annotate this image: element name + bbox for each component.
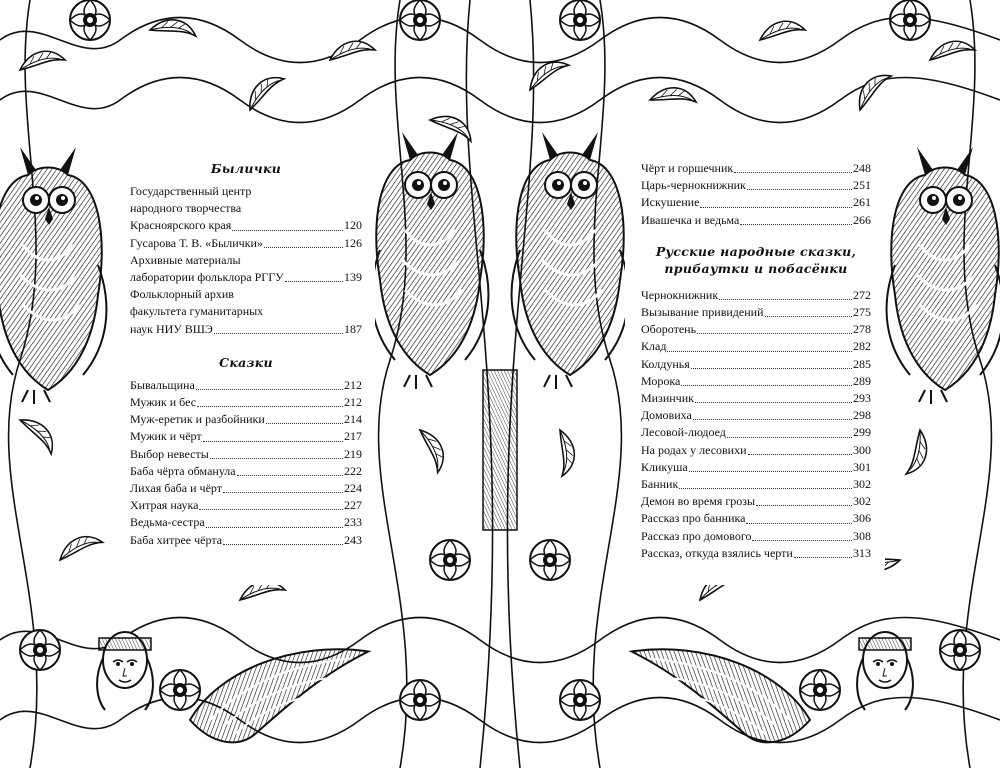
page-number: 126: [344, 235, 362, 250]
dot-leader: [199, 509, 343, 510]
dot-leader: [237, 475, 343, 476]
dot-leader: [691, 368, 852, 369]
toc-entry-title: Бывальщина: [130, 377, 195, 392]
dot-leader: [748, 454, 852, 455]
toc-entry[interactable]: [641, 545, 871, 562]
toc-entry[interactable]: [130, 411, 362, 428]
toc-entry-title: Искушение: [641, 195, 700, 210]
toc-entry[interactable]: [641, 442, 871, 459]
toc-entry-title-line: наук НИУ ВШЭ: [130, 321, 213, 336]
dot-leader: [196, 389, 343, 390]
dot-leader: [681, 385, 852, 386]
dot-leader: [700, 207, 852, 208]
page-number: 289: [853, 373, 871, 388]
toc-entry-title: Царь-чернокнижник: [641, 178, 746, 193]
dot-leader: [765, 316, 852, 317]
dot-leader: [264, 247, 343, 248]
toc-entry-title: Чернокнижник: [641, 287, 719, 302]
page-number: 302: [853, 477, 871, 492]
page-number: 219: [344, 446, 362, 461]
page-number: 278: [853, 322, 871, 337]
page-number: 212: [344, 377, 362, 392]
page-number: 187: [344, 321, 362, 336]
dot-leader: [197, 406, 343, 407]
dot-leader: [232, 230, 343, 231]
toc-entry-title: Оборотень: [641, 322, 697, 337]
toc-entry[interactable]: [130, 532, 362, 549]
page-number: 261: [853, 195, 871, 210]
toc-entry-title: Мужик и чёрт: [130, 429, 202, 444]
section-heading-line: Русские народные сказки,: [655, 243, 857, 259]
page-number: 308: [853, 528, 871, 543]
toc-entry[interactable]: [641, 476, 871, 493]
toc-entry[interactable]: [130, 286, 362, 338]
toc-entry-title-line: Государственный центр: [130, 184, 252, 198]
toc-entry-title-line: Фольклорный архив: [130, 287, 234, 302]
toc-entry[interactable]: [130, 377, 362, 394]
section-heading-line: прибаутки и побасёнки: [664, 260, 848, 276]
toc-entry-title: Рассказ про банника: [641, 511, 746, 526]
toc-entry[interactable]: [641, 321, 871, 338]
toc-entry[interactable]: [130, 183, 362, 235]
dot-leader: [210, 458, 343, 459]
dot-leader: [223, 492, 343, 493]
page-number: 224: [344, 481, 362, 496]
toc-list: [130, 377, 362, 549]
page-number: 212: [344, 395, 362, 410]
page-number: 243: [344, 532, 362, 547]
toc-entry-title-line: народного творчества: [130, 201, 242, 216]
page-number: 282: [853, 339, 871, 354]
dot-leader: [697, 333, 852, 334]
toc-entry[interactable]: [641, 194, 871, 211]
dot-leader: [203, 441, 343, 442]
toc-entry-title: Рассказ про домового: [641, 528, 752, 543]
toc-entry[interactable]: [130, 252, 362, 286]
toc-entry[interactable]: [641, 390, 871, 407]
toc-entry[interactable]: [641, 287, 871, 304]
toc-entry[interactable]: [641, 177, 871, 194]
toc-entry-title: Морока: [641, 373, 681, 388]
toc-entry[interactable]: [130, 480, 362, 497]
page-number: 301: [853, 459, 871, 474]
toc-entry-title: Вызывание привидений: [641, 305, 764, 320]
dot-leader: [756, 505, 852, 506]
right-page-toc: [641, 160, 871, 562]
toc-entry-title: Домовиха: [641, 408, 692, 423]
dot-leader: [214, 333, 343, 334]
toc-entry-title: Лесовой-людоед: [641, 425, 726, 440]
dot-leader: [746, 523, 852, 524]
toc-entry[interactable]: [130, 446, 362, 463]
toc-entry-title: Мужик и бес: [130, 395, 197, 410]
toc-entry[interactable]: [641, 424, 871, 441]
toc-entry-title-line: факультета гуманитарных: [130, 304, 264, 319]
toc-entry[interactable]: [641, 459, 871, 476]
dot-leader: [266, 423, 343, 424]
toc-entry[interactable]: [130, 235, 362, 252]
page-number: 298: [853, 408, 871, 423]
toc-entry[interactable]: [641, 528, 871, 545]
toc-entry-title: На родах у лесовихи: [641, 442, 747, 457]
toc-entry[interactable]: [130, 428, 362, 445]
toc-entry[interactable]: [641, 160, 871, 177]
page-number: 275: [853, 305, 871, 320]
page-number: 217: [344, 429, 362, 444]
page-number: 214: [344, 412, 362, 427]
dot-leader: [679, 488, 852, 489]
toc-entry-title: Кликуша: [641, 459, 688, 474]
left-page-toc: [130, 160, 362, 549]
toc-entry-title: Выбор невесты: [130, 446, 209, 461]
toc-entry[interactable]: [641, 356, 871, 373]
page-number: 222: [344, 463, 362, 478]
section-heading-bylichki: Былички: [210, 161, 282, 176]
dot-leader: [734, 172, 852, 173]
dot-leader: [740, 224, 852, 225]
dot-leader: [223, 544, 343, 545]
toc-entry[interactable]: [130, 497, 362, 514]
toc-entry-title: Банник: [641, 477, 679, 492]
dot-leader: [693, 419, 852, 420]
dot-leader: [727, 437, 852, 438]
dot-leader: [719, 299, 852, 300]
section-heading-russian-tales: [641, 243, 871, 277]
page-number: 251: [853, 178, 871, 193]
page-number: 306: [853, 511, 871, 526]
toc-entry[interactable]: [641, 212, 871, 229]
toc-entry-title: Мизинчик: [641, 391, 694, 406]
page-number: 227: [344, 498, 362, 513]
toc-entry[interactable]: [641, 304, 871, 321]
toc-entry[interactable]: [130, 514, 362, 531]
dot-leader: [695, 402, 852, 403]
toc-entry-title: Чёрт и горшечник: [641, 161, 734, 175]
section-heading-skazki: Сказки: [219, 354, 273, 370]
dot-leader: [747, 189, 852, 190]
toc-entry-title: Ивашечка и ведьма: [641, 212, 740, 227]
toc-entry-title: Клад: [641, 339, 667, 354]
page-number: 299: [853, 425, 871, 440]
toc-entry[interactable]: [641, 510, 871, 527]
toc-entry-title-line: Красноярского края: [130, 218, 232, 233]
toc-entry-title: Лихая баба и чёрт: [130, 481, 222, 496]
page-number: 313: [853, 545, 871, 560]
toc-entry-title: Хитрая наука: [130, 498, 199, 513]
toc-entry-title: Баба чёрта обманула: [130, 463, 236, 478]
toc-entry-title: Гусарова Т. В. «Былички»: [130, 235, 263, 250]
toc-entry-title: Рассказ, откуда взялись черти: [641, 545, 793, 560]
page-number: 139: [344, 270, 362, 285]
page-number: 233: [344, 515, 362, 530]
toc-entry-title: Баба хитрее чёрта: [130, 532, 223, 547]
toc-list: [641, 287, 871, 562]
dot-leader: [206, 527, 343, 528]
page-number: 266: [853, 212, 871, 227]
toc-entry-title: Демон во время грозы: [641, 494, 756, 509]
dot-leader: [285, 281, 343, 282]
toc-entry[interactable]: [641, 407, 871, 424]
toc-entry[interactable]: [130, 463, 362, 480]
central-column: [483, 370, 517, 530]
page-number: 293: [853, 391, 871, 406]
page-number: 300: [853, 442, 871, 457]
toc-entry[interactable]: [641, 373, 871, 390]
toc-entry[interactable]: [130, 394, 362, 411]
toc-entry-title: Ведьма-сестра: [130, 515, 205, 530]
page-number: 302: [853, 494, 871, 509]
toc-entry-title-line: лаборатории фольклора РГГУ: [130, 270, 284, 285]
toc-entry[interactable]: [641, 338, 871, 355]
page-number: 248: [853, 161, 871, 175]
page-number: 120: [344, 218, 362, 233]
dot-leader: [794, 557, 852, 558]
dot-leader: [752, 540, 852, 541]
toc-list: [641, 160, 871, 229]
dot-leader: [667, 351, 852, 352]
page-number: 285: [853, 356, 871, 371]
toc-entry[interactable]: [641, 493, 871, 510]
toc-entry-title-line: Архивные материалы: [130, 252, 241, 267]
page-number: 272: [853, 287, 871, 302]
toc-entry-title: Муж-еретик и разбойники: [130, 412, 265, 427]
dot-leader: [689, 471, 852, 472]
toc-entry-title: Колдунья: [641, 356, 690, 371]
